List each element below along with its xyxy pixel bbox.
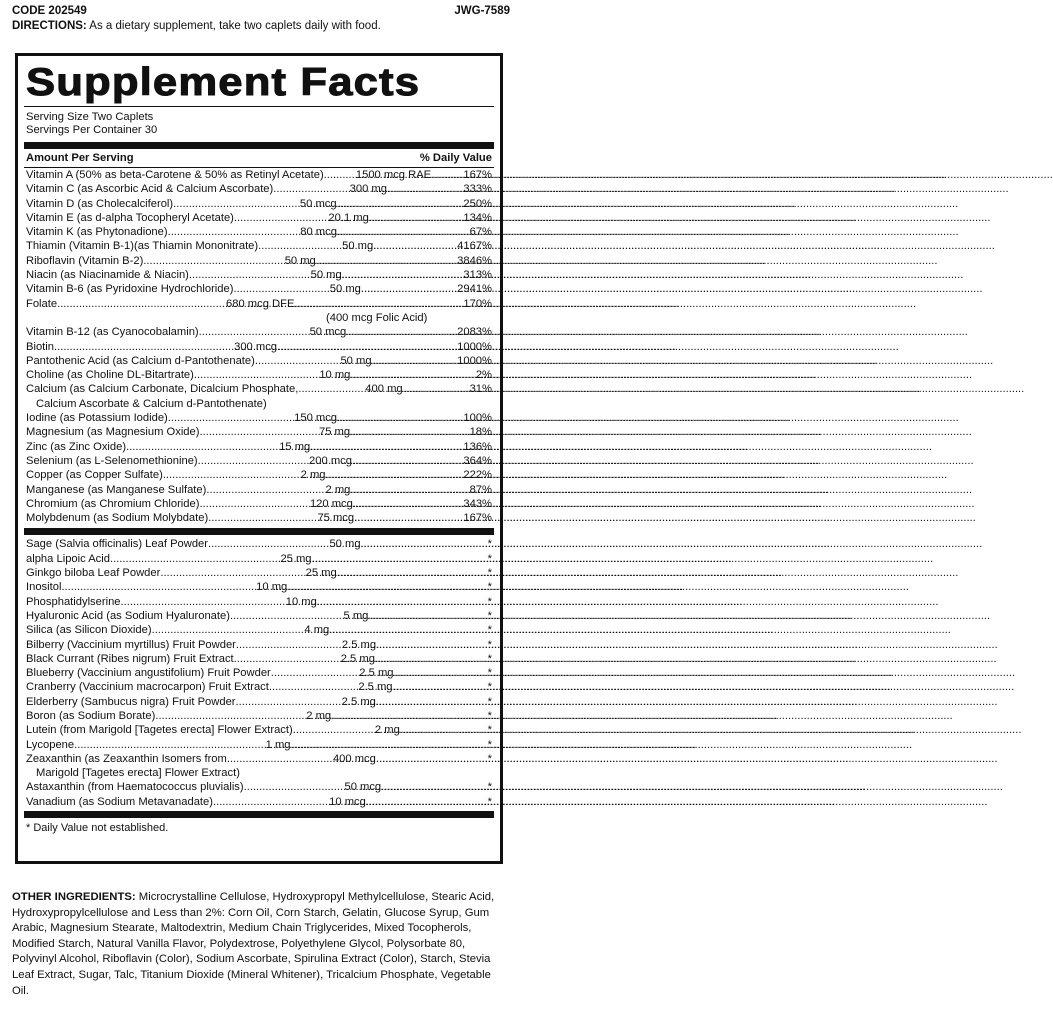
nutrient-dv: 136% [463,440,492,453]
nutrient-row [26,297,492,311]
dot-leader [227,752,333,766]
nutrient-amount: 2.5 mg [340,652,375,665]
nutrient-row [26,411,492,425]
nutrient-row [26,738,492,752]
nutrient-name-continued: (400 mcg Folic Acid) [326,311,428,324]
nutrient-row [26,382,492,396]
nutrient-amount: 1 mg [265,738,291,751]
nutrient-amount: 50 mg [284,254,316,267]
dot-leader [361,537,482,551]
nutrient-dv: 18% [469,426,492,439]
directions [12,19,510,34]
servings-per-container: Servings Per Container 30 [26,124,158,136]
column-header [26,149,492,167]
nutrient-name: Chromium (as Chromium Chloride) [26,497,200,510]
nutrient-dv: 167% [463,512,492,525]
nutrient-name: Selenium (as L-Selenomethionine) [26,454,198,467]
other-ingredients [12,890,510,999]
nutrient-name: Iodine (as Potassium Iodide) [26,412,168,425]
nutrient-name: Thiamin (Vitamin B-1)(as Thiamin Mononitrate) [26,240,259,253]
nutrient-dv: 2941% [457,283,492,296]
nutrient-row [26,709,492,723]
nutrient-row [26,652,492,666]
nutrient-amount: 10 mg [319,369,351,382]
nutrient-row [26,197,492,211]
nutrient-row [26,182,492,196]
nutrient-row [26,254,492,268]
divider [24,142,494,149]
dot-leader [255,354,341,368]
dot-leader [143,254,284,268]
dot-leader [400,723,482,737]
dot-leader [354,511,463,525]
nutrient-amount: 2.5 mg [359,667,394,680]
nutrient-row [26,609,492,623]
dot-leader [57,297,226,311]
nutrient-amount: 50 mg [342,240,374,253]
dot-leader [208,511,317,525]
dot-leader [277,340,457,354]
nutrient-dv: * [487,638,492,651]
nutrient-amount: 80 mcg [300,226,337,239]
nutrient-dv: 343% [463,497,492,510]
dot-leader [126,440,279,454]
lot-code: JWG-7589 [454,5,510,17]
nutrient-name: Bilberry (Vaccinium myrtillus) Fruit Powder [26,638,236,651]
nutrient-dv: 4167% [457,240,492,253]
nutrient-name: Vitamin E (as d-alpha Tocopheryl Acetate) [26,211,234,224]
nutrient-dv: * [487,695,492,708]
nutrient-name: Inositol [26,581,62,594]
nutrient-dv: 170% [463,297,492,310]
dot-leader [376,752,482,766]
dot-leader [310,440,463,454]
dot-leader [74,738,266,752]
nutrient-name-continued: Calcium Ascorbate & Calcium d-Pantothenate) [36,397,267,410]
dot-leader [373,239,457,253]
nutrient-name: Vitamin C (as Ascorbic Acid & Calcium Ascorbate) [26,183,274,196]
nutrient-name: Silica (as Silicon Dioxide) [26,624,152,637]
nutrient-row [26,368,492,382]
nutrient-row [26,666,492,680]
dot-leader [236,695,342,709]
nutrient-row [26,723,492,737]
dot-leader [337,566,482,580]
nutrient-name: Lycopene [26,738,75,751]
nutrient-dv: * [487,581,492,594]
dot-leader [337,197,464,211]
dot-leader [54,340,234,354]
nutrient-name: Biotin [26,340,54,353]
dot-leader [431,168,463,182]
nutrient-dv: * [487,624,492,637]
dot-leader [298,382,365,396]
nutrient-name: Blueberry (Vaccinium angustifolium) Fruit Powder [26,667,271,680]
nutrient-dv: 100% [463,412,492,425]
nutrient-name: Vitamin B-12 (as Cyanocobalamin) [26,326,199,339]
dot-leader [273,182,349,196]
dot-leader [189,268,311,282]
dot-leader [61,580,256,594]
nutrient-name: Black Currant (Ribes nigrum) Fruit Extract [26,652,234,665]
dot-leader [350,368,475,382]
nutrient-dv: 364% [463,454,492,467]
nutrient-dv: * [487,681,492,694]
divider [24,811,494,818]
directions-text: As a dietary supplement, take two caplets daily with food. [86,20,381,32]
nutrient-amount: 680 mcg DFE [226,297,295,310]
directions-label: DIRECTIONS: [12,20,87,32]
nutrient-name: Folate [26,297,58,310]
nutrient-name: Zinc (as Zinc Oxide) [26,440,127,453]
nutrient-row [26,537,492,551]
nutrient-name: Lutein (from Marigold [Tagetes erecta] Flower Extract) [26,724,293,737]
dot-leader [168,411,294,425]
nutrient-amount: 2.5 mg [341,695,376,708]
footnote: * Daily Value not established. [26,822,169,835]
dot-leader [350,425,470,439]
nutrient-amount: 300 mcg [234,340,278,353]
nutrient-row [26,239,492,253]
nutrient-name: Choline (as Choline DL-Bitartrate) [26,369,194,382]
nutrient-dv: 31% [469,383,492,396]
nutrient-row [26,468,492,482]
dot-leader [375,652,482,666]
nutrient-amount: 50 mg [329,538,361,551]
dot-leader [337,411,463,425]
nutrient-row [26,580,492,594]
nutrient-row [26,623,492,637]
nutrient-amount: 2.5 mg [358,681,393,694]
nutrient-dv: 167% [463,169,492,181]
dot-leader [163,468,301,482]
nutrient-name: Vitamin A (50% as beta-Carotene & 50% as Retinyl Acetate) [26,169,324,181]
nutrient-name: Molybdenum (as Sodium Molybdate) [26,512,209,525]
dot-leader [369,211,464,225]
dot-leader [324,168,356,182]
nutrient-name: Calcium (as Calcium Carbonate, Dicalcium Phosphate, [26,383,299,396]
dot-leader [376,695,482,709]
dot-leader [293,723,375,737]
nutrient-name: Zeaxanthin (as Zeaxanthin Isomers from [26,752,227,765]
nutrient-amount: 10 mg [256,581,288,594]
nutrient-dv: 67% [469,226,492,239]
nutrient-dv: * [487,609,492,622]
nutrient-dv: * [487,752,492,765]
dot-leader [199,497,310,511]
nutrient-amount: 50 mcg [344,781,382,794]
vitamin-list [26,168,492,525]
nutrient-dv: * [487,781,492,794]
nutrient-name: Astaxanthin (from Haematococcus pluvialis) [26,781,244,794]
nutrient-dv: * [487,667,492,680]
other-ingredient-list [26,535,492,809]
dot-leader [342,268,464,282]
dot-leader [155,709,306,723]
nutrient-dv: 87% [469,483,492,496]
nutrient-dv: 313% [463,269,492,282]
nutrient-row [26,454,492,468]
nutrient-amount: 75 mg [318,426,351,439]
nutrient-row [26,680,492,694]
dot-leader [121,595,286,609]
nutrient-dv: 250% [463,197,492,210]
dot-leader [206,483,325,497]
nutrient-name: Copper (as Copper Sulfate) [26,469,163,482]
nutrient-dv: * [487,552,492,565]
nutrient-amount: 400 mcg [332,752,376,765]
dot-leader [236,638,342,652]
nutrient-row [26,552,492,566]
nutrient-dv: 1000% [457,340,492,353]
nutrient-row [26,497,492,511]
panel-title: Supplement Facts [26,61,421,104]
nutrient-dv: 2% [475,369,492,382]
nutrient-name: Riboflavin (Vitamin B-2) [26,254,144,267]
dot-leader [329,623,482,637]
dot-leader [287,580,482,594]
nutrient-name: Sage (Salvia officinalis) Leaf Powder [26,538,208,551]
dot-leader [393,666,482,680]
nutrient-dv: * [487,538,492,551]
nutrient-dv: 134% [463,211,492,224]
nutrient-name: Vanadium (as Sodium Metavanadate) [26,795,213,808]
nutrient-dv: * [487,709,492,722]
nutrient-name: Manganese (as Manganese Sulfate) [26,483,207,496]
nutrient-amount: 10 mg [285,595,317,608]
nutrient-name: Hyaluronic Acid (as Sodium Hyaluronate) [26,609,230,622]
dot-leader [230,609,344,623]
nutrient-amount: 25 mg [305,567,337,580]
nutrient-row [26,638,492,652]
nutrient-amount: 4 mg [304,624,330,637]
nutrient-amount: 50 mg [329,283,361,296]
nutrient-amount: 15 mg [279,440,311,453]
dot-leader [381,780,482,794]
dot-leader [160,566,305,580]
nutrient-row [26,795,492,809]
dot-leader [213,795,329,809]
dot-leader [317,595,482,609]
nutrient-amount: 2 mg [306,709,332,722]
nutrient-name: Phosphatidylserine [26,595,121,608]
amount-header: Amount Per Serving [26,152,134,164]
serving-info [26,107,492,142]
nutrient-row [26,511,492,525]
nutrient-amount: 50 mcg [309,326,347,339]
nutrient-dv: * [487,738,492,751]
nutrient-amount: 2 mg [300,469,326,482]
dot-leader [198,454,309,468]
nutrient-row [26,168,492,182]
supplement-facts-panel [15,53,503,864]
nutrient-dv: * [487,652,492,665]
dot-leader [326,468,464,482]
dv-header: % Daily Value [419,152,492,164]
nutrient-amount: 2 mg [325,483,351,496]
dot-leader [290,738,482,752]
dot-leader [234,652,341,666]
nutrient-dv: 333% [463,183,492,196]
nutrient-amount: 75 mcg [317,512,355,525]
nutrient-amount: 300 mg [349,183,387,196]
nutrient-amount: 50 mg [310,269,342,282]
dot-leader [208,537,329,551]
dot-leader [353,497,464,511]
dot-leader [316,254,457,268]
nutrient-row [26,325,492,339]
dot-leader [361,282,457,296]
nutrient-name: alpha Lipoic Acid [26,552,110,565]
nutrient-amount: 50 mg [340,354,372,367]
nutrient-amount: 400 mg [365,383,403,396]
nutrient-name: Magnesium (as Magnesium Oxide) [26,426,200,439]
nutrient-amount: 120 mcg [309,497,353,510]
nutrient-row [26,695,492,709]
divider [24,528,494,535]
dot-leader [387,182,463,196]
nutrient-dv: * [487,795,492,808]
nutrient-amount: 50 mcg [299,197,337,210]
nutrient-name-continued: Marigold [Tagetes erecta] Flower Extract) [36,767,240,780]
dot-leader [271,666,360,680]
nutrient-amount: 150 mcg [294,412,338,425]
dot-leader [173,197,300,211]
nutrient-amount: 25 mg [280,552,312,565]
nutrient-dv: 2083% [457,326,492,339]
dot-leader [312,552,482,566]
nutrient-dv: * [487,724,492,737]
dot-leader [168,225,301,239]
nutrient-row [26,268,492,282]
nutrient-name: Vitamin D (as Cholecalciferol) [26,197,174,210]
dot-leader [346,325,457,339]
nutrient-dv: 3846% [457,254,492,267]
nutrient-dv: 1000% [457,354,492,367]
nutrient-row [26,354,492,368]
dot-leader [234,211,329,225]
nutrient-name: Vitamin K (as Phytonadione) [26,226,168,239]
dot-leader [372,354,458,368]
dot-leader [199,325,310,339]
dot-leader [294,297,463,311]
nutrient-row [26,752,492,766]
dot-leader [194,368,319,382]
nutrient-amount: 2 mg [374,724,400,737]
dot-leader [269,680,358,694]
nutrient-amount: 20.1 mg [328,211,369,224]
dot-leader [403,382,470,396]
dot-leader [368,609,482,623]
dot-leader [393,680,482,694]
nutrient-dv: * [487,595,492,608]
nutrient-row [26,425,492,439]
nutrient-amount: 1500 mcg RAE [355,169,432,181]
dot-leader [376,638,482,652]
dot-leader [366,795,482,809]
other-ingredients-label: OTHER INGREDIENTS: [12,891,136,903]
nutrient-name: Elderberry (Sambucus nigra) Fruit Powder [26,695,236,708]
nutrient-name: Boron (as Sodium Borate) [26,709,156,722]
nutrient-amount: 10 mcg [329,795,366,808]
dot-leader [352,454,463,468]
nutrient-amount: 2.5 mg [341,638,377,651]
dot-leader [350,483,469,497]
product-code: CODE 202549 [12,5,87,17]
nutrient-row [26,780,492,794]
nutrient-name: Niacin (as Niacinamide & Niacin) [26,269,189,282]
nutrient-dv: * [487,567,492,580]
nutrient-row [26,595,492,609]
dot-leader [199,425,319,439]
dot-leader [331,709,482,723]
nutrient-row [26,282,492,296]
label-header [12,4,510,34]
nutrient-name: Pantothenic Acid (as Calcium d-Pantothenate) [26,354,255,367]
nutrient-row [26,340,492,354]
nutrient-row [26,566,492,580]
nutrient-name: Vitamin B-6 (as Pyridoxine Hydrochloride) [26,283,234,296]
nutrient-amount: 200 mcg [309,454,352,467]
dot-leader [258,239,342,253]
nutrient-row [26,211,492,225]
other-ingredients-text: Microcrystalline Cellulose, Hydroxypropyl Methylcellulose, Stearic Acid, Hydroxypropylcellulose and Less than 2%: Corn Oil, Corn Starch, Gelatin, Glucose Syrup, Gum Arabic, Magnesium Stearate, Maltodextrin, Medium Chain Triglycerides, Mixed Tocopherols, Modified Starch, Natural Vanilla Flavor, Polydextrose, Polyethylene Glycol, Polysorbate 80, Polyvinyl Alcohol, Riboflavin (Color), Sodium Ascorbate, Spirulina Extract (Color), Starch, Stevia Leaf Extract, Sugar, Talc, Titanium Dioxide (Mineral Whitener), Tricalcium Phosphate, Vegetable Oil. [12,891,495,997]
dot-leader [152,623,305,637]
serving-size: Serving Size Two Caplets [26,111,154,123]
dot-leader [244,780,345,794]
nutrient-row [26,440,492,454]
nutrient-amount: 5 mg [343,609,369,622]
nutrient-name: Ginkgo biloba Leaf Powder [26,567,161,580]
nutrient-dv: 222% [463,469,492,482]
dot-leader [110,552,280,566]
dot-leader [233,282,329,296]
nutrient-name: Cranberry (Vaccinium macrocarpon) Fruit Extract [26,681,269,694]
nutrient-row [26,225,492,239]
dot-leader [337,225,470,239]
nutrient-row [26,483,492,497]
